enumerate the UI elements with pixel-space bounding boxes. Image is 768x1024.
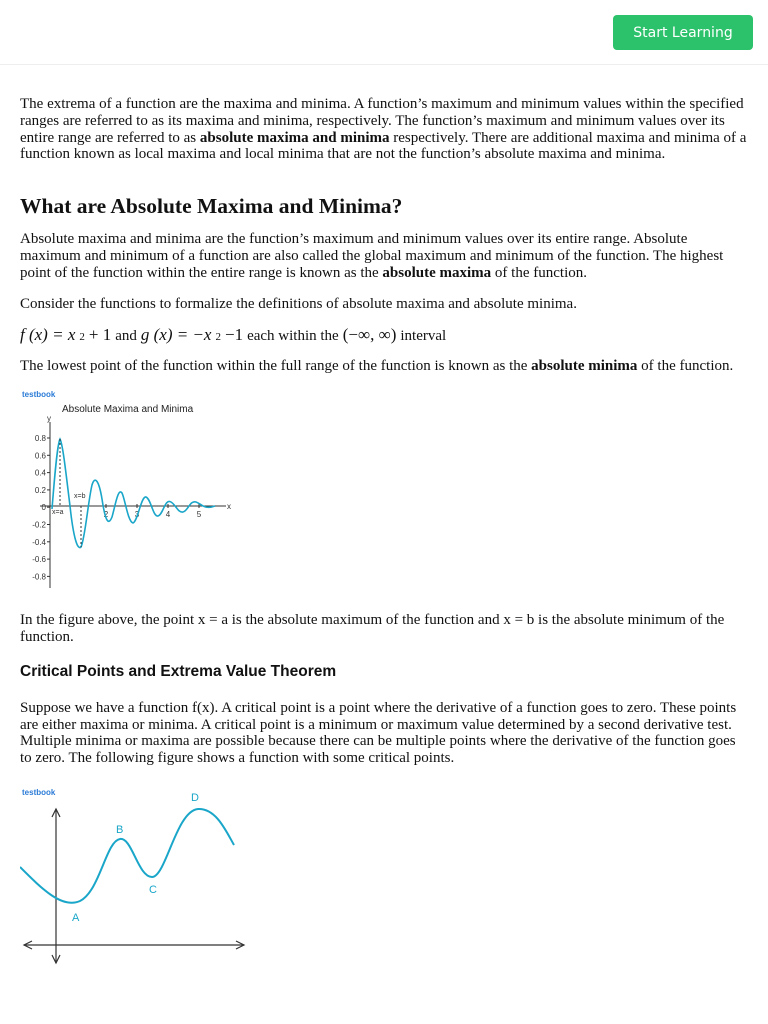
point-c-label: C [149, 883, 157, 896]
x-tick-label: 5 [196, 510, 202, 520]
x-tick-label: 4 [165, 510, 171, 520]
absolute-maxima-minima-figure [20, 389, 240, 594]
y-tick-label: 0.8 [34, 434, 46, 444]
figure-caption: In the figure above, the point x = a is the absolute maximum of the function and x = b is the absolute minimum of the function. [20, 612, 725, 645]
section-heading-absolute: What are Absolute Maxima and Minima? [20, 194, 403, 219]
y-tick-label: -0.6 [32, 555, 46, 565]
y-tick-label: 0 [41, 503, 46, 513]
critical-points-paragraph: Suppose we have a function f(x). A critical point is a point where the derivative of a function goes to zero. These points are either maxima or minima. A critical point is a minimum or maximum value determined by a second derivative test. Multiple minima or maxima are possible because there can be multiple points where the derivative of the function goes to zero. The following figure shows a function with some critical points. [20, 699, 737, 767]
intro-paragraph: The extrema of a function are the maxima and minima. A function’s maximum and minimum values within the specified ranges are referred to as its maxima and minima, respectively. The function’s maximum and minimum values over its entire range are referred to as absolute maxima and minima respectively. There are additional maxima and minima of a function known as local maxima and local minima that are not the function’s absolute maxima and minima. [20, 96, 747, 163]
absolute-definition-paragraph: Absolute maxima and minima are the function’s maximum and minimum values over its entire range. Absolute maximum and minimum of a function are also called the global maximum and minimum of the function. The highest point of the function within the entire range is known as the absolute maxima of the function. [20, 231, 724, 281]
article-content [20, 96, 748, 966]
top-bar [0, 0, 768, 65]
y-tick-label: 0.4 [34, 468, 46, 478]
x-a-label: x=a [52, 509, 64, 517]
function-definitions: f (x) = x 2 + 1 and g (x) = −x 2 −1 each within the (−∞, ∞) interval [20, 325, 447, 345]
y-tick-label: -0.8 [32, 572, 46, 582]
point-d-label: D [191, 791, 199, 804]
y-tick-label: 0.2 [34, 486, 46, 496]
x-axis-label: x [227, 502, 231, 512]
testbook-logo: testbook [22, 787, 56, 797]
start-learning-button[interactable]: Start Learning [613, 15, 753, 50]
x-b-label: x=b [74, 493, 86, 501]
consider-paragraph: Consider the functions to formalize the definitions of absolute maxima and absolute minima. [20, 295, 577, 312]
figure-title: Absolute Maxima and Minima [62, 404, 194, 416]
y-axis-label: y [47, 414, 51, 424]
testbook-logo: testbook [22, 390, 56, 400]
section-heading-critical-points: Critical Points and Extrema Value Theorem [20, 662, 337, 680]
absolute-maxima-minima-term: absolute maxima and minima [199, 129, 390, 146]
point-b-label: B [116, 823, 124, 836]
x-tick-label: 3 [134, 510, 140, 520]
y-tick-label: 0.6 [34, 451, 46, 461]
function-curve [20, 809, 234, 903]
absolute-minima-paragraph: The lowest point of the function within the full range of the function is known as the absolute minima of the function. [20, 358, 734, 375]
critical-points-figure [20, 781, 250, 966]
y-tick-label: -0.4 [32, 537, 46, 547]
point-a-label: A [72, 911, 80, 924]
y-tick-label: -0.2 [32, 520, 46, 530]
x-tick-label: 2 [103, 510, 109, 520]
